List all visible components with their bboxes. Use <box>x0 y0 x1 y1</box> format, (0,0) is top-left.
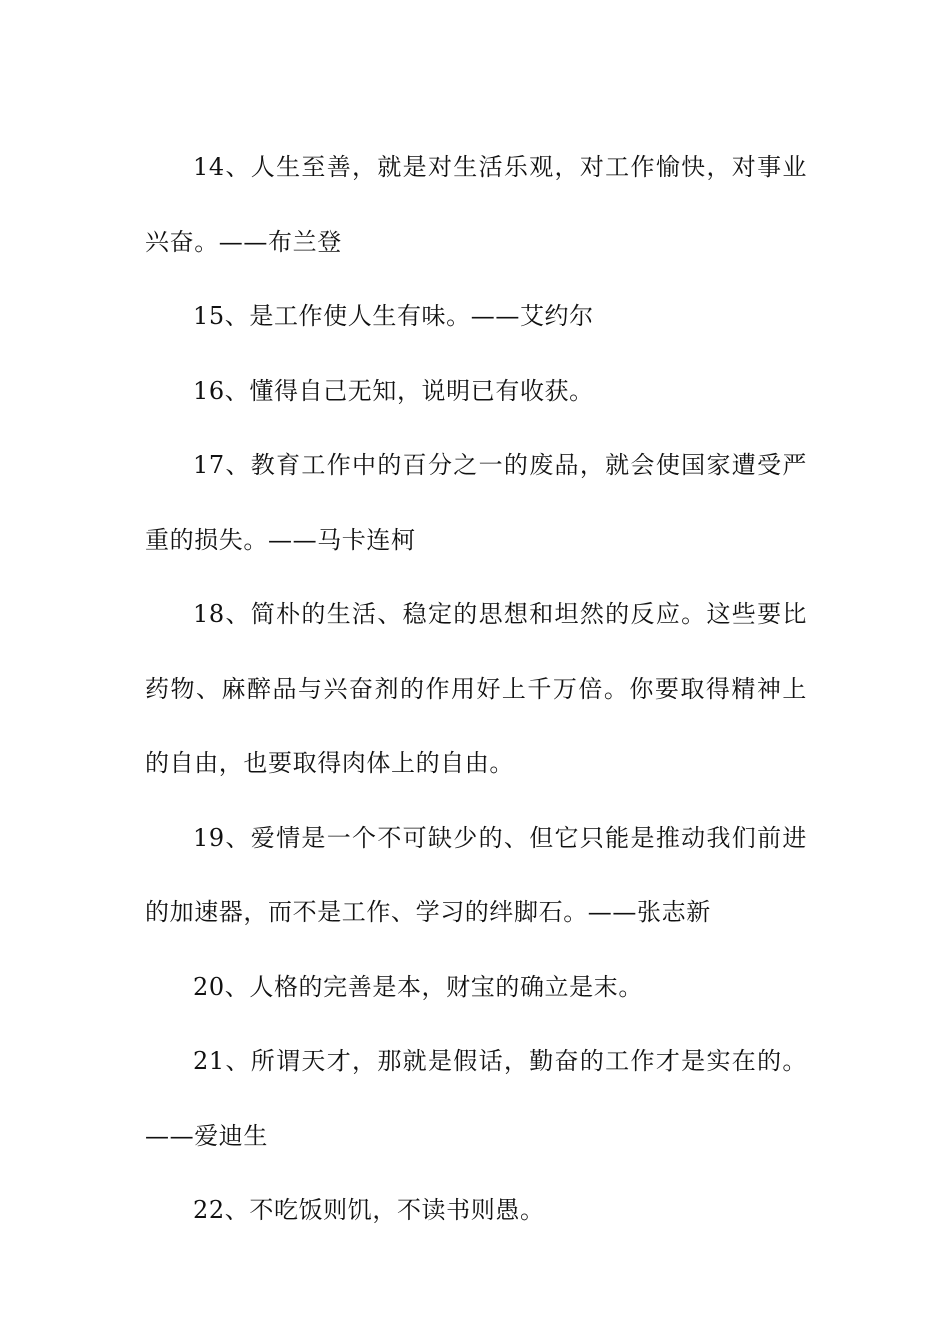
paragraph-16: 16、懂得自己无知，说明已有收获。 <box>193 376 594 405</box>
document-body <box>145 130 807 1248</box>
paragraph-22: 22、不吃饭则饥，不读书则愚。 <box>193 1196 545 1224</box>
paragraph-18: 18、简朴的生活、稳定的思想和坦然的反应。这些要比药物、麻醉品与兴奋剂的作用好上千万倍。你要取得精神上的自由，也要取得肉体上的自由。 <box>145 600 807 777</box>
paragraph-20: 20、人格的完善是本，财宝的确立是末。 <box>193 972 643 1001</box>
paragraph-14: 14、人生至善，就是对生活乐观，对工作愉快，对事业兴奋。——布兰登 <box>145 153 807 256</box>
paragraph-17: 17、教育工作中的百分之一的废品，就会使国家遭受严重的损失。——马卡连柯 <box>145 451 807 554</box>
paragraph-15: 15、是工作使人生有味。——艾约尔 <box>193 302 594 330</box>
paragraph-19: 19、爱情是一个不可缺少的、但它只能是推动我们前进的加速器，而不是工作、学习的绊脚石。——张志新 <box>145 823 807 926</box>
paragraph-21: 21、所谓天才，那就是假话，勤奋的工作才是实在的。——爱迪生 <box>145 1047 807 1150</box>
